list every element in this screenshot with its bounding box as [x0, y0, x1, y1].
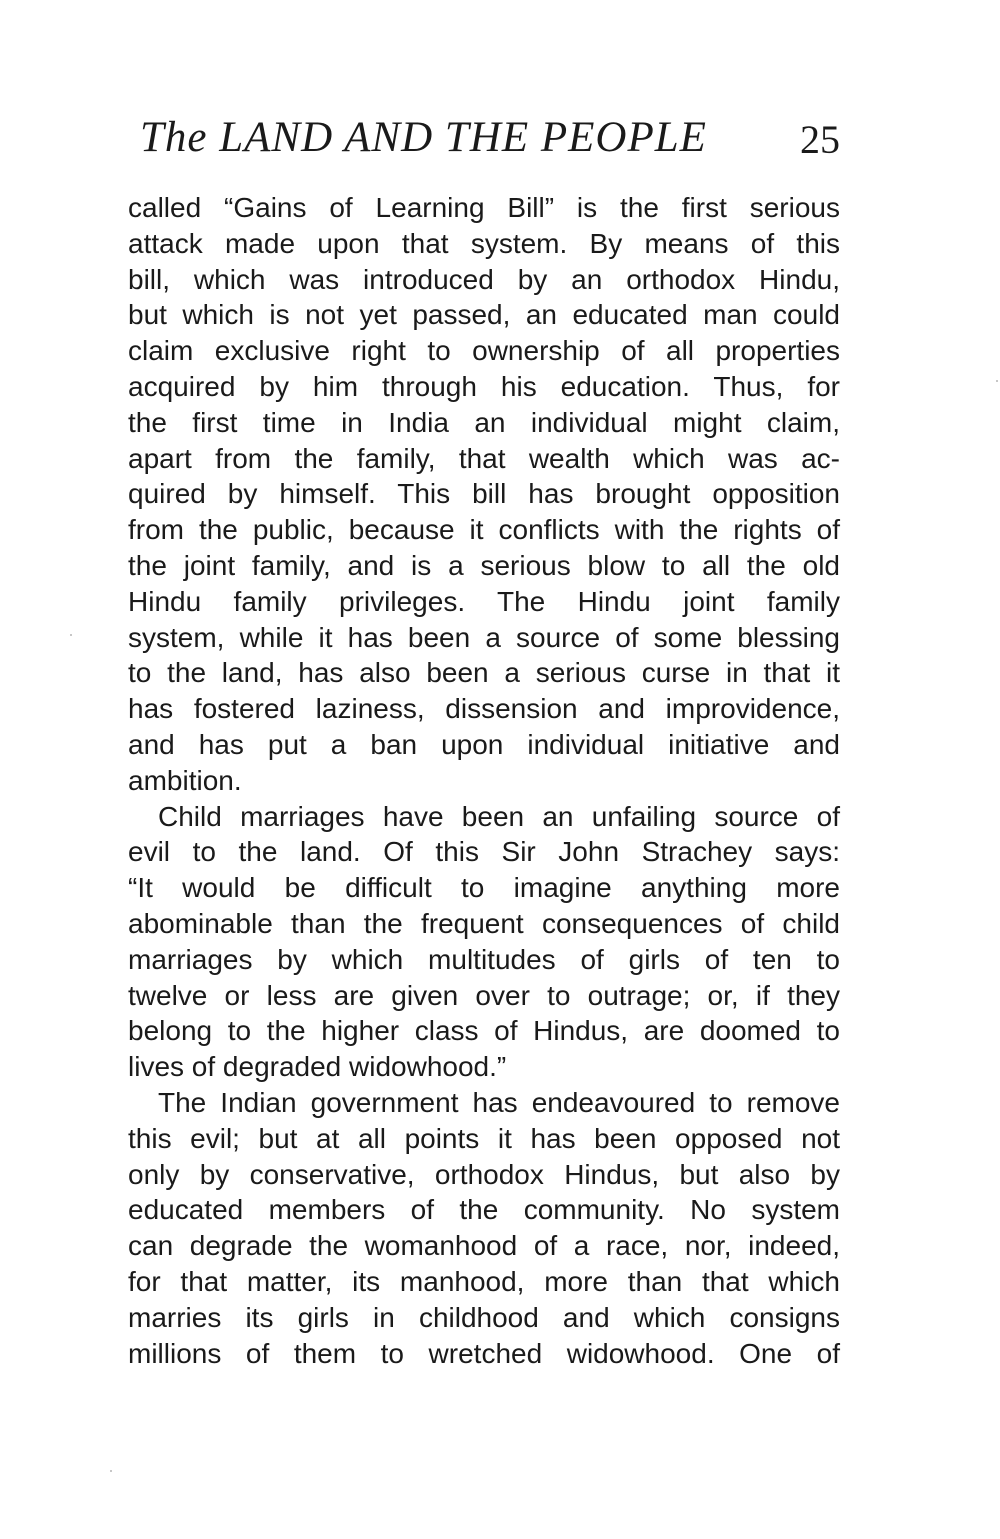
- text-line: apart from the family, that wealth which was ac-: [128, 442, 840, 474]
- paragraph-end-line: lives of degraded widowhood.”: [128, 1051, 507, 1083]
- text-line: only by conservative, orthodox Hindus, but also by: [128, 1158, 840, 1190]
- text-line: claim exclusive right to ownership of all properties: [128, 335, 840, 367]
- text-line: educated members of the community. No system: [128, 1194, 840, 1226]
- text-line: evil to the land. Of this Sir John Strachey says:: [128, 836, 840, 868]
- body-text: [128, 190, 840, 1371]
- text-line: system, while it has been a source of some blessing: [128, 621, 840, 653]
- text-line: acquired by him through his education. Thus, for: [128, 370, 840, 402]
- text-line: quired by himself. This bill has brought opposition: [128, 478, 840, 510]
- scan-speck: [110, 1470, 112, 1472]
- text-line: but which is not yet passed, an educated man could: [128, 299, 840, 331]
- text-line: twelve or less are given over to outrage; or, if they: [128, 979, 840, 1011]
- scan-speck: [996, 380, 998, 382]
- paragraph-start-line: The Indian government has endeavoured to remove: [158, 1086, 840, 1118]
- text-line: called “Gains of Learning Bill” is the first serious: [128, 192, 840, 223]
- text-line: marries its girls in childhood and which consigns: [128, 1301, 840, 1333]
- text-line: millions of them to wretched widowhood. One of: [128, 1337, 840, 1369]
- page-number: 25: [800, 117, 840, 162]
- text-line: for that matter, its manhood, more than that which: [128, 1265, 840, 1297]
- text-line: the joint family, and is a serious blow to all the old: [128, 549, 840, 581]
- running-head-title: The LAND AND THE PEOPLE: [140, 114, 707, 161]
- text-line: bill, which was introduced by an orthodox Hindu,: [128, 263, 840, 295]
- text-line: Hindu family privileges. The Hindu joint family: [128, 585, 840, 617]
- text-line: belong to the higher class of Hindus, are doomed to: [128, 1015, 840, 1047]
- running-head: [128, 108, 840, 168]
- text-line: and has put a ban upon individual initiative and: [128, 728, 840, 760]
- text-line: the first time in India an individual might claim,: [128, 406, 840, 438]
- text-line: attack made upon that system. By means of this: [128, 227, 840, 259]
- scan-speck: [70, 634, 72, 636]
- text-line: abominable than the frequent consequences of child: [128, 907, 840, 939]
- text-line: “It would be difficult to imagine anything more: [128, 872, 840, 904]
- paragraph-end-line: ambition.: [128, 764, 242, 796]
- text-line: from the public, because it conflicts with the rights of: [128, 514, 840, 546]
- text-line: can degrade the womanhood of a race, nor, indeed,: [128, 1230, 840, 1262]
- text-line: has fostered laziness, dissension and improvidence,: [128, 693, 840, 725]
- paragraph-start-line: Child marriages have been an unfailing source of: [158, 800, 840, 832]
- text-line: this evil; but at all points it has been opposed not: [128, 1122, 840, 1154]
- text-line: marriages by which multitudes of girls of ten to: [128, 943, 840, 975]
- text-line: to the land, has also been a serious curse in that it: [128, 657, 840, 689]
